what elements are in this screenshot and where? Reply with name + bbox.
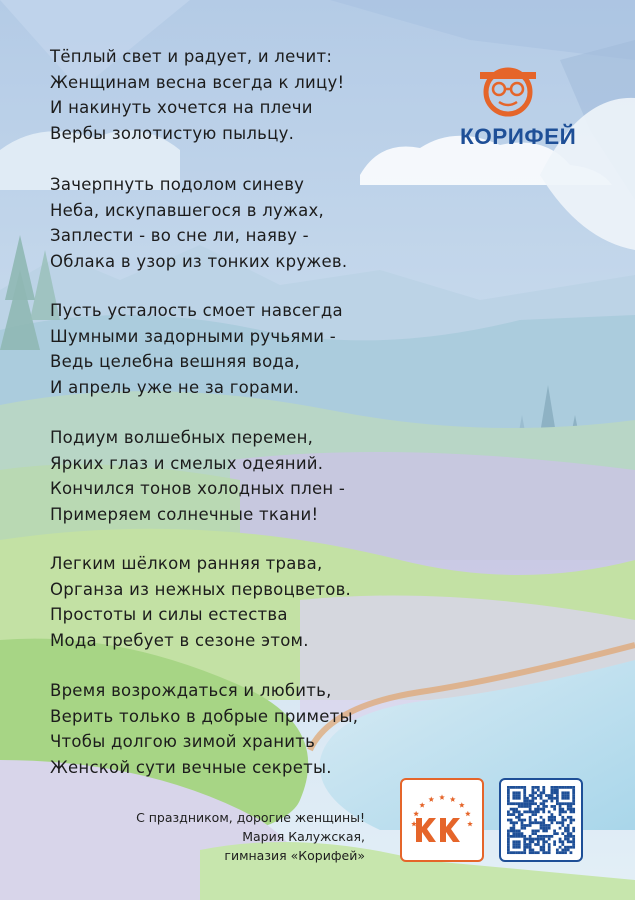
poem-stanza bbox=[50, 678, 358, 780]
star-icon bbox=[411, 821, 417, 826]
star-icon bbox=[467, 821, 473, 826]
poem-stanza bbox=[50, 298, 343, 400]
star-icon bbox=[465, 811, 471, 816]
star-icon bbox=[450, 796, 456, 801]
poem-line: Легким шёлком ранняя трава, bbox=[50, 554, 323, 573]
poem-line: Примеряем солнечные ткани! bbox=[50, 504, 319, 524]
poem-line: И апрель уже не за горами. bbox=[50, 377, 300, 397]
poem-line: Женщинам весна всегда к лицу! bbox=[50, 72, 345, 92]
star-icon bbox=[413, 811, 419, 816]
star-icon bbox=[419, 802, 425, 807]
poem-stanza bbox=[50, 551, 351, 653]
poem-stanza bbox=[50, 172, 347, 274]
star-icon bbox=[428, 796, 434, 801]
poem-line: Женской сути вечные секреты. bbox=[50, 757, 332, 777]
greeting-text: С праздником, дорогие женщины! bbox=[136, 810, 365, 825]
poem-line: Верить только в добрые приметы, bbox=[50, 706, 359, 726]
star-icon bbox=[459, 802, 465, 807]
poem-line: Вербы золотистую пыльцу. bbox=[50, 123, 295, 143]
poem-line: И накинуть хочется на плечи bbox=[50, 98, 313, 117]
qr-code-badge[interactable] bbox=[499, 778, 583, 862]
poem-line: Неба, искупавшегося в лужах, bbox=[50, 200, 325, 220]
kk-logo-badge[interactable] bbox=[400, 778, 484, 862]
qr-code-icon bbox=[501, 780, 581, 860]
school-name: гимназия «Корифей» bbox=[224, 848, 365, 863]
poem-line: Облака в узор из тонких кружев. bbox=[50, 251, 348, 271]
poem-line: Чтобы долгою зимой хранить bbox=[50, 732, 316, 751]
poem-line: Мода требует в сезоне этом. bbox=[50, 630, 309, 650]
poem-line: Заплести - во сне ли, наяву - bbox=[50, 226, 309, 245]
poem-line: Зачерпнуть подолом синеву bbox=[50, 175, 305, 194]
kk-stars-logo-icon bbox=[402, 780, 482, 860]
poem-line: Органза из нежных первоцветов. bbox=[50, 579, 352, 599]
poem-stanza bbox=[50, 425, 345, 527]
brand-logo[interactable] bbox=[458, 60, 588, 160]
signature-block bbox=[136, 808, 365, 865]
star-icon bbox=[439, 794, 445, 799]
poem-line: Подиум волшебных перемен, bbox=[50, 428, 314, 447]
author-name: Мария Калужская, bbox=[242, 829, 365, 844]
poem-line: Тёплый свет и радует, и лечит: bbox=[50, 47, 333, 66]
poem-stanza bbox=[50, 44, 344, 146]
smiley-glasses-icon bbox=[478, 60, 538, 120]
poem-line: Шумными задорными ручьями - bbox=[50, 326, 336, 346]
poem-line: Ведь целебна вешняя вода, bbox=[50, 352, 300, 371]
poem-line: Время возрождаться и любить, bbox=[50, 681, 332, 700]
poem-line: Пусть усталость смоет навсегда bbox=[50, 301, 343, 320]
poem-line: Ярких глаз и смелых одеяний. bbox=[50, 453, 324, 473]
poem-line: Простоты и силы естества bbox=[50, 605, 288, 624]
brand-name: КОРИФЕЙ bbox=[460, 124, 577, 149]
poem-line: Кончился тонов холодных плен - bbox=[50, 479, 346, 498]
